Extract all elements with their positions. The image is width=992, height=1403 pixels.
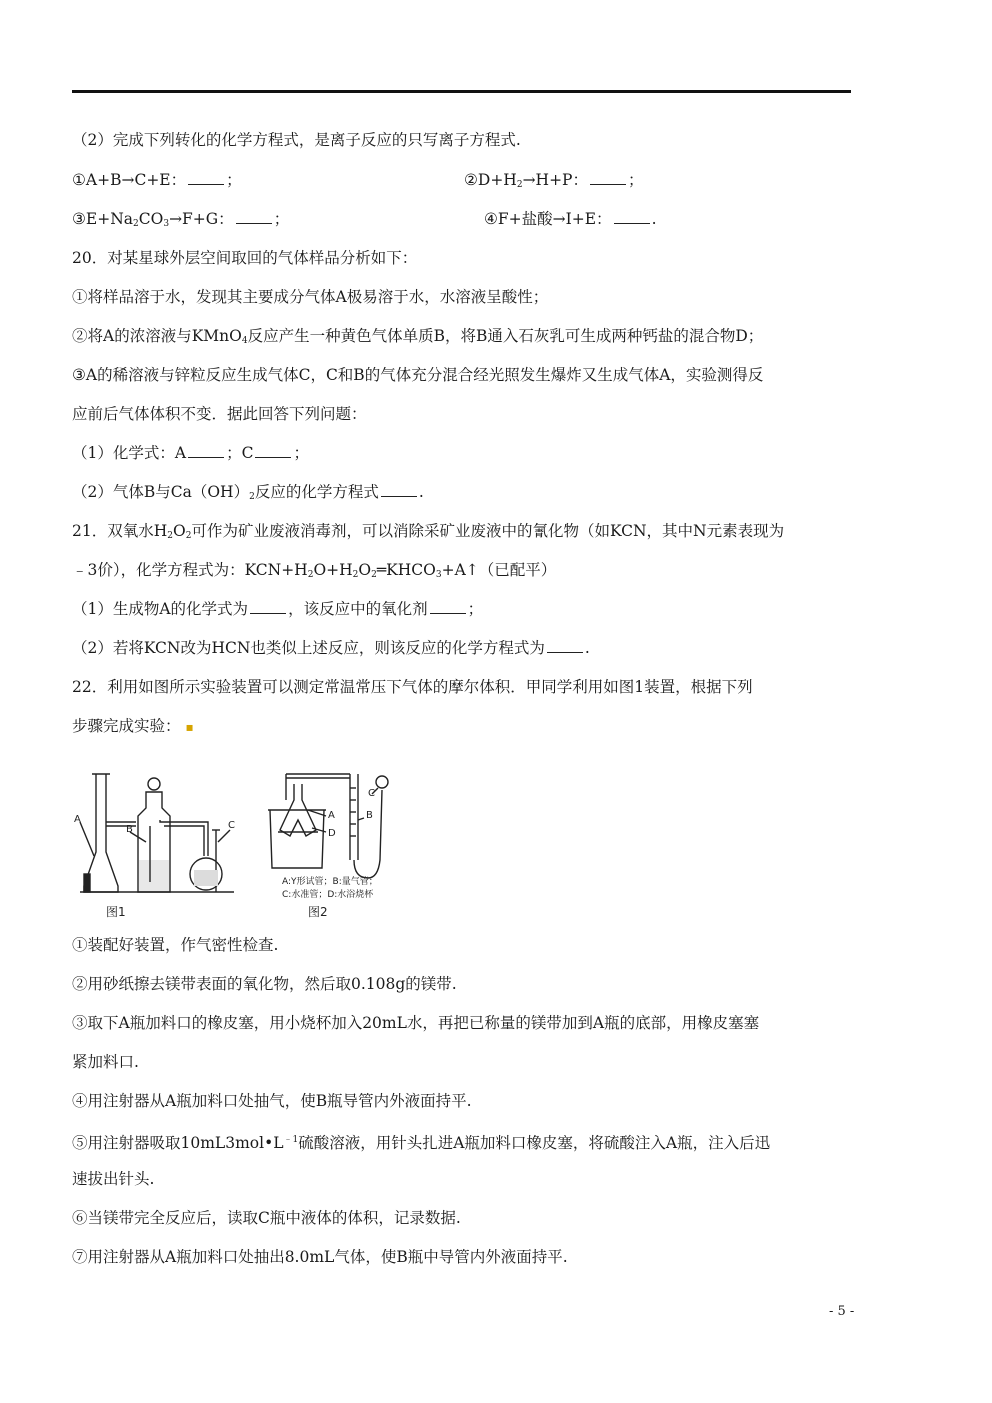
answer-blank[interactable] (381, 482, 417, 497)
q19-eq2: $②D+H_2\to H+P$： ； (464, 171, 644, 190)
q22-step4: ④用注射器从A瓶加料口处抽气，使B瓶导管内外液面持平. (72, 1092, 472, 1110)
q20-part2: （2）气体B与$Ca(OH)_2$反应的化学方程式 . (72, 483, 424, 502)
fig1-caption: 图1 (106, 905, 126, 919)
q20-step2: ②将A的浓溶液与KMnO$_4$反应产生一种黄色气体单质B，将B通入石灰乳可生成两种钙盐的混合物D； (72, 327, 764, 346)
answer-blank[interactable] (590, 170, 626, 185)
answer-blank[interactable] (250, 599, 286, 614)
q22-stem: 22．利用如图所示实验装置可以测定常温常压下气体的摩尔体积．甲同学利用如图1装置，根据下列 (72, 678, 753, 696)
answer-blank[interactable] (188, 170, 224, 185)
q22-step3: ③取下A瓶加料口的橡皮塞，用小烧杯加入20mL水，再把已称量的镁带加到A瓶的底部，用橡皮塞塞 (72, 1014, 760, 1032)
q22-stem-cont: 步骤完成实验： ▪ (72, 717, 194, 735)
q20-step3-cont: 应前后气体体积不变．据此回答下列问题： (72, 405, 367, 423)
q19-eq-row2 (72, 209, 657, 234)
q21-stem: 21．双氧水$H_2O_2$可作为矿业废液消毒剂，可以消除采矿业废液中的氰化物（如KCN，其中N元素表现为 (72, 522, 785, 541)
answer-blank[interactable] (188, 443, 224, 458)
fig2-caption: 图2 (308, 905, 328, 919)
q22-step3-cont: 紧加料口. (72, 1053, 139, 1071)
q20-step3: ③A的稀溶液与锌粒反应生成气体C，C和B的气体充分混合经光照发生爆炸又生成气体A，实验测得反 (72, 366, 764, 384)
q22-step7: ⑦用注射器从A瓶加料口处抽出8.0mL气体，使B瓶中导管内外液面持平. (72, 1248, 568, 1266)
fig2-label-c: C (368, 788, 375, 799)
q22-step5-cont: 速拔出针头. (72, 1170, 155, 1188)
fig1-label-c: C (228, 820, 235, 831)
answer-blank[interactable] (430, 599, 466, 614)
fig1-label-b: B (126, 824, 133, 835)
q22-step5: ⑤用注射器吸取$10mL3mol•L^{﹣1}$硫酸溶液，用针头扎进A瓶加料口橡皮塞，将硫酸注入A瓶，注入后迅 (72, 1134, 771, 1153)
answer-blank[interactable] (614, 209, 650, 224)
page-number: - 5 - (829, 1304, 855, 1319)
answer-blank[interactable] (547, 638, 583, 653)
apparatus-figure (72, 760, 392, 925)
header-rule (72, 90, 851, 93)
q19-eq1: ①A+B→C+E： ； (72, 171, 242, 189)
fig2-legend-line2: C:水准管；D:水浴烧杯 (282, 890, 374, 900)
q19-eq-row1 (72, 170, 644, 190)
fig2-label-b: B (366, 810, 373, 821)
q21-part2: （2）若将KCN改为HCN也类似上述反应，则该反应的化学方程式为 . (72, 639, 590, 657)
fig2-legend-line1: A:Y形试管；B:量气管； (282, 877, 378, 887)
q20-step1: ①将样品溶于水，发现其主要成分气体A极易溶于水，水溶液呈酸性； (72, 288, 549, 306)
answer-blank[interactable] (236, 209, 272, 224)
q21-part1: （1）生成物A的化学式为 ，该反应中的氧化剂 ； (72, 600, 484, 618)
q22-step6: ⑥当镁带完全反应后，读取C瓶中液体的体积，记录数据. (72, 1209, 461, 1227)
q20-stem: 20．对某星球外层空间取回的气体样品分析如下： (72, 249, 418, 267)
apparatus-drawing (72, 760, 392, 925)
fig2-label-a: A (328, 810, 335, 821)
stray-dot-icon: ▪ (185, 720, 194, 734)
q22-step1: ①装配好装置，作气密性检查. (72, 936, 279, 954)
q20-part1: （1）化学式：A ；C ； (72, 444, 309, 462)
q19-eq3: $③E+Na_2CO_3\to F+G$： ； (72, 210, 290, 229)
answer-blank[interactable] (255, 443, 291, 458)
fig1-label-a: A (74, 814, 81, 825)
q19-part2-intro: （2）完成下列转化的化学方程式，是离子反应的只写离子方程式. (72, 131, 521, 149)
q19-eq4: ④F+盐酸→I+E： . (484, 210, 657, 228)
q21-equation: ﹣3价），化学方程式为：$KCN+H_2O+H_2O_2═KHCO_3+A↑$（已配平） (72, 561, 557, 580)
q22-step2: ②用砂纸擦去镁带表面的氧化物，然后取0.108g的镁带. (72, 975, 457, 993)
fig2-label-d: D (328, 828, 336, 839)
